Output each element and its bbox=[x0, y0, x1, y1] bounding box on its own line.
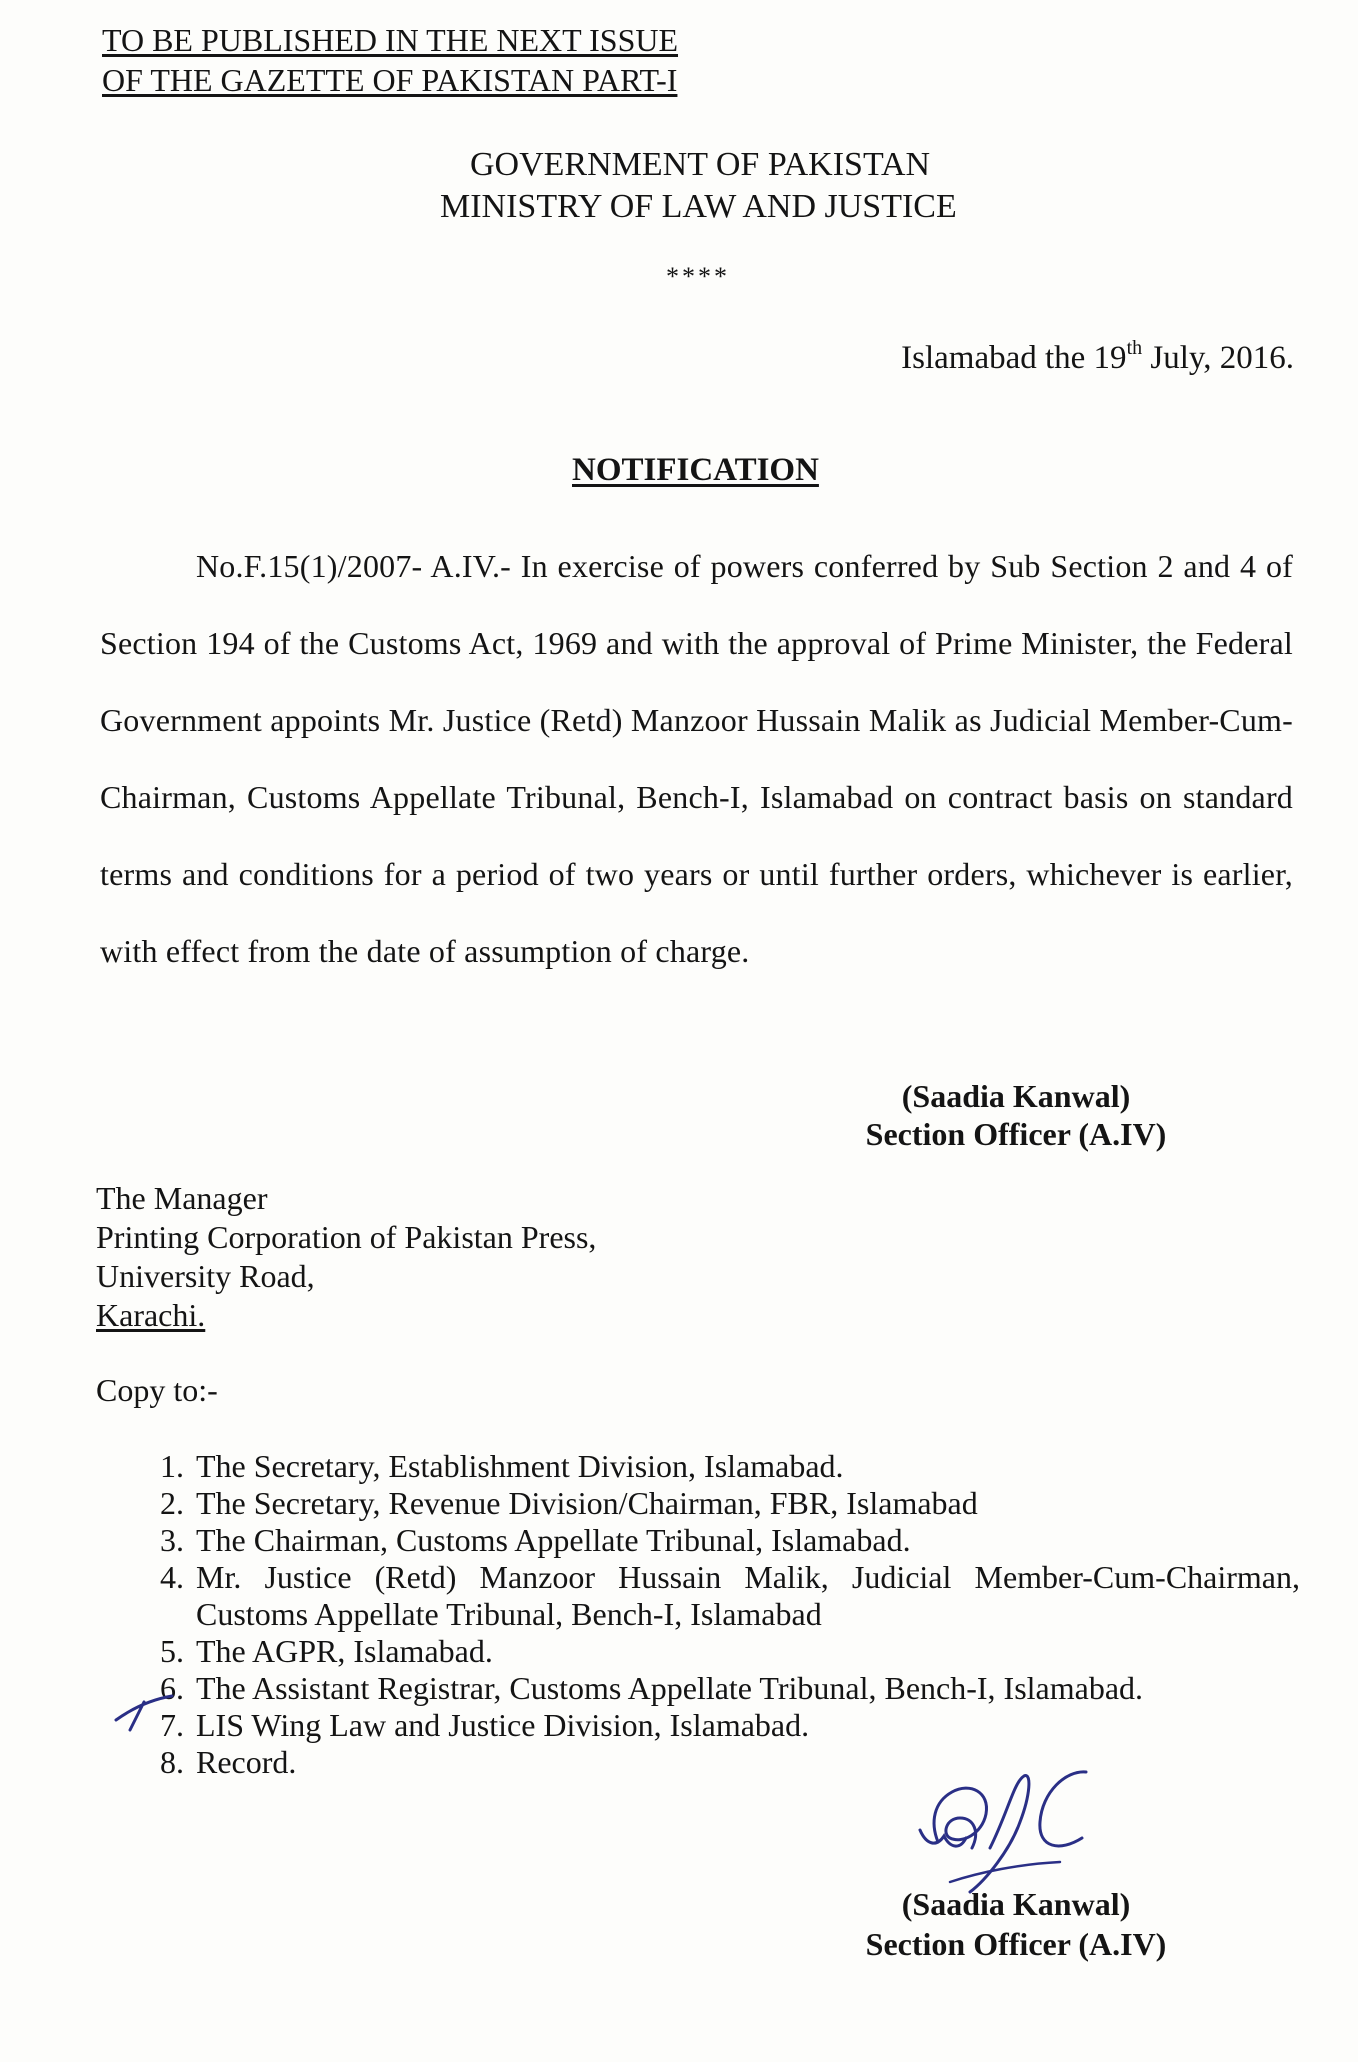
signatory-name-bottom: (Saadia Kanwal) bbox=[901, 1886, 1131, 1922]
dateline-prefix: Islamabad the 19 bbox=[901, 340, 1127, 376]
copy-list-text: Mr. Justice (Retd) Manzoor Hussain Malik, Judicial Member-Cum-Chairman, Customs Appellate Tribunal, Bench-I, Islamabad bbox=[196, 1559, 1300, 1632]
copy-list-text: The Assistant Registrar, Customs Appellate Tribunal, Bench-I, Islamabad. bbox=[196, 1670, 1144, 1706]
signatory-title-top: Section Officer (A.IV) bbox=[865, 1116, 1167, 1152]
copy-list-text: The Chairman, Customs Appellate Tribunal, Islamabad. bbox=[196, 1522, 911, 1558]
copy-to-label: Copy to:- bbox=[96, 1372, 218, 1408]
copy-list-number: 4. bbox=[160, 1559, 184, 1595]
publication-note-line-2: OF THE GAZETTE OF PAKISTAN PART-I bbox=[102, 62, 678, 98]
addressee-line-2: Printing Corporation of Pakistan Press, bbox=[96, 1219, 597, 1255]
handwritten-signature bbox=[890, 1752, 1130, 1902]
signatory-name-top: (Saadia Kanwal) bbox=[901, 1078, 1131, 1114]
copy-list-number: 2. bbox=[160, 1485, 184, 1521]
addressee-line-3: University Road, bbox=[96, 1258, 315, 1294]
ministry-heading: MINISTRY OF LAW AND JUSTICE bbox=[440, 188, 957, 225]
header-separator: **** bbox=[666, 262, 730, 291]
copy-list-text: The Secretary, Establishment Division, Islamabad. bbox=[196, 1448, 844, 1484]
copy-list-item bbox=[140, 1485, 1300, 1522]
copy-list-number: 3. bbox=[160, 1522, 184, 1558]
copy-list-item bbox=[140, 1707, 1300, 1744]
copy-list-text: Record. bbox=[196, 1744, 297, 1780]
copy-list-number: 5. bbox=[160, 1633, 184, 1669]
copy-list-text: LIS Wing Law and Justice Division, Islamabad. bbox=[196, 1707, 810, 1743]
signature-stroke-4 bbox=[1040, 1772, 1086, 1846]
addressee-line-4: Karachi. bbox=[96, 1297, 206, 1333]
copy-list-item bbox=[140, 1670, 1300, 1707]
copy-list-text: The AGPR, Islamabad. bbox=[196, 1633, 493, 1669]
copy-list-item bbox=[140, 1522, 1300, 1559]
copy-list bbox=[140, 1448, 1300, 1781]
copy-list-number: 1. bbox=[160, 1448, 184, 1484]
copy-list-number: 8. bbox=[160, 1744, 184, 1780]
government-heading: GOVERNMENT OF PAKISTAN bbox=[470, 146, 931, 183]
addressee-line-1: The Manager bbox=[96, 1180, 268, 1216]
publication-note-line-1: TO BE PUBLISHED IN THE NEXT ISSUE bbox=[102, 22, 679, 58]
dateline bbox=[901, 337, 1294, 377]
copy-list-number: 7. bbox=[160, 1707, 184, 1743]
signature-stroke-5 bbox=[950, 1862, 1060, 1882]
notification-heading: NOTIFICATION bbox=[572, 452, 819, 488]
notification-body: No.F.15(1)/2007- A.IV.- In exercise of powers conferred by Sub Section 2 and 4 of Section 194 of the Customs Act, 1969 and with the approval of Prime Minister, the Federal Government appoints Mr. Justice (Retd) Manzoor Hussain Malik as Judicial Member-Cum-Chairman, Customs Appellate Tribunal, Bench-I, Islamabad on contract basis on standard terms and conditions for a period of two years or until further orders, whichever is earlier, with effect from the date of assumption of charge. bbox=[100, 548, 1293, 969]
copy-list-item bbox=[140, 1559, 1300, 1633]
copy-list-item bbox=[140, 1633, 1300, 1670]
signature-stroke-2 bbox=[920, 1830, 966, 1846]
copy-list-number: 6. bbox=[160, 1670, 184, 1706]
pen-tick-stroke bbox=[116, 1696, 172, 1730]
dateline-ordinal: th bbox=[1126, 337, 1143, 359]
dateline-rest: July, 2016. bbox=[1142, 340, 1294, 376]
pen-tick-mark bbox=[110, 1690, 180, 1734]
signatory-title-bottom: Section Officer (A.IV) bbox=[865, 1926, 1167, 1962]
copy-list-text: The Secretary, Revenue Division/Chairman, FBR, Islamabad bbox=[196, 1485, 978, 1521]
copy-list-item bbox=[140, 1448, 1300, 1485]
